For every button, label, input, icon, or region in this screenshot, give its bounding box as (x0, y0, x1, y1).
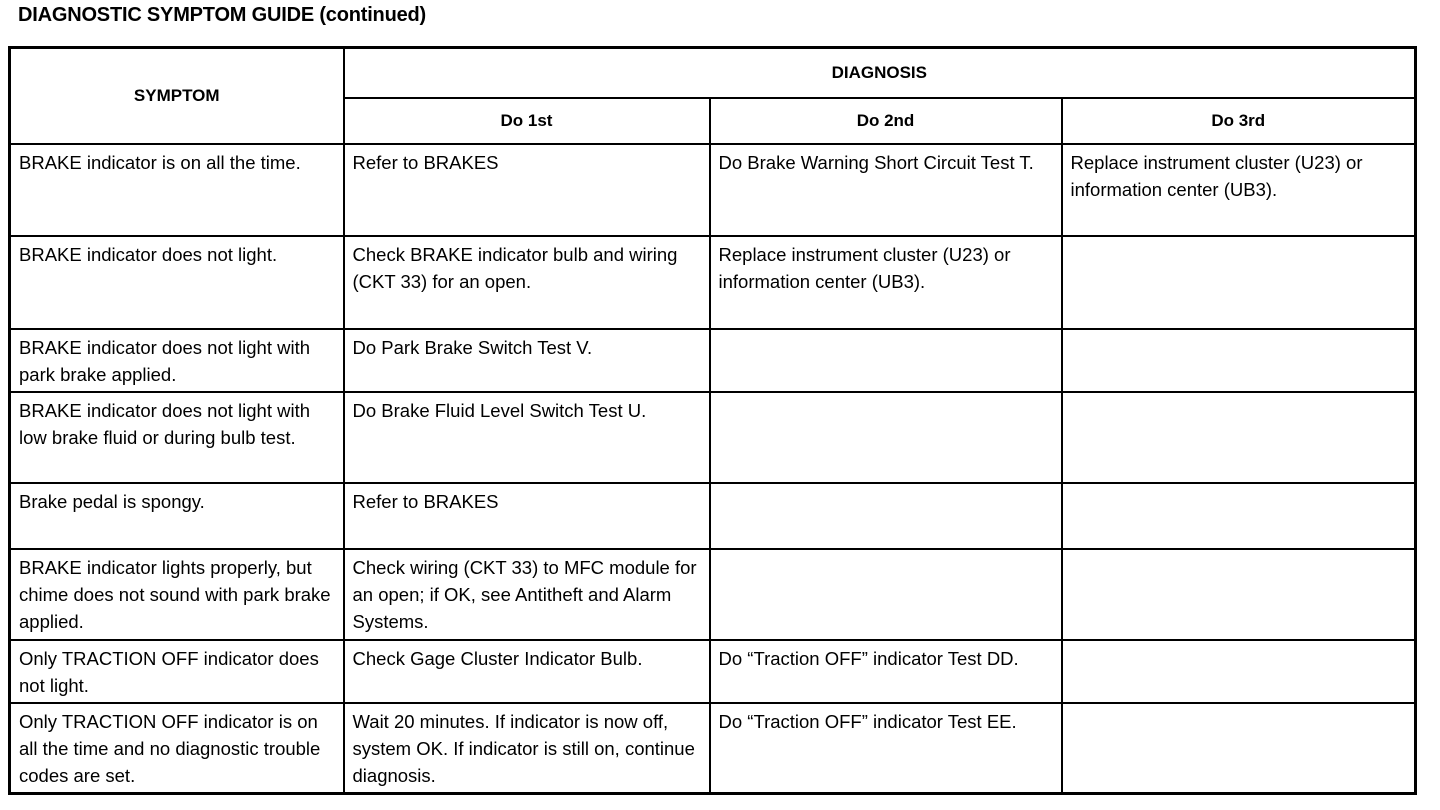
table-row (10, 392, 1416, 483)
do-3rd-cell (1062, 392, 1416, 483)
do-2nd-cell: Do “Traction OFF” indicator Test EE. (710, 703, 1062, 794)
do-2nd-cell (710, 329, 1062, 392)
do-2nd-cell (710, 392, 1062, 483)
do-1st-cell: Check Gage Cluster Indicator Bulb. (344, 640, 710, 703)
do-3rd-cell (1062, 236, 1416, 329)
table-row (10, 483, 1416, 549)
do-1st-cell: Wait 20 minutes. If indicator is now off, system OK. If indicator is still on, continue diagnosis. (344, 703, 710, 794)
table-row (10, 236, 1416, 329)
diagnostic-symptom-table (8, 46, 1417, 795)
do-2nd-cell (710, 483, 1062, 549)
symptom-cell: Only TRACTION OFF indicator does not light. (10, 640, 344, 703)
page-title: DIAGNOSTIC SYMPTOM GUIDE (continued) (18, 4, 426, 26)
header-symptom: SYMPTOM (10, 48, 344, 144)
do-3rd-cell: Replace instrument cluster (U23) or information center (UB3). (1062, 144, 1416, 236)
table-row (10, 640, 1416, 703)
do-2nd-cell: Replace instrument cluster (U23) or information center (UB3). (710, 236, 1062, 329)
symptom-cell: BRAKE indicator lights properly, but chime does not sound with park brake applied. (10, 549, 344, 640)
do-3rd-cell (1062, 329, 1416, 392)
do-3rd-cell (1062, 549, 1416, 640)
do-3rd-cell (1062, 640, 1416, 703)
do-1st-cell: Do Brake Fluid Level Switch Test U. (344, 392, 710, 483)
header-diagnosis: DIAGNOSIS (344, 48, 1416, 98)
table-row (10, 329, 1416, 392)
symptom-cell: BRAKE indicator does not light. (10, 236, 344, 329)
do-3rd-cell (1062, 483, 1416, 549)
do-2nd-cell (710, 549, 1062, 640)
do-1st-text: Check wiring (CKT 33) to MFC module for an open; if OK, see (352, 556, 697, 605)
table-row (10, 549, 1416, 640)
header-do-1st: Do 1st (344, 98, 710, 144)
table-row (10, 144, 1416, 236)
do-1st-cell (344, 549, 710, 640)
do-1st-cell: Do Park Brake Switch Test V. (344, 329, 710, 392)
do-2nd-cell: Do Brake Warning Short Circuit Test T. (710, 144, 1062, 236)
symptom-cell: BRAKE indicator does not light with low brake fluid or during bulb test. (10, 392, 344, 483)
do-1st-cell: Check BRAKE indicator bulb and wiring (CKT 33) for an open. (344, 236, 710, 329)
do-3rd-cell (1062, 703, 1416, 794)
symptom-cell: Only TRACTION OFF indicator is on all the time and no diagnostic trouble codes are set. (10, 703, 344, 794)
table-row (10, 703, 1416, 794)
do-1st-cell: Refer to BRAKES (344, 144, 710, 236)
symptom-cell: BRAKE indicator is on all the time. (10, 144, 344, 236)
symptom-cell: Brake pedal is spongy. (10, 483, 344, 549)
header-do-2nd: Do 2nd (710, 98, 1062, 144)
header-do-3rd: Do 3rd (1062, 98, 1416, 144)
symptom-cell: BRAKE indicator does not light with park brake applied. (10, 329, 344, 392)
do-1st-cell: Refer to BRAKES (344, 483, 710, 549)
cross-reference-link: Antitheft and Alarm Systems. (352, 583, 672, 632)
do-2nd-cell: Do “Traction OFF” indicator Test DD. (710, 640, 1062, 703)
